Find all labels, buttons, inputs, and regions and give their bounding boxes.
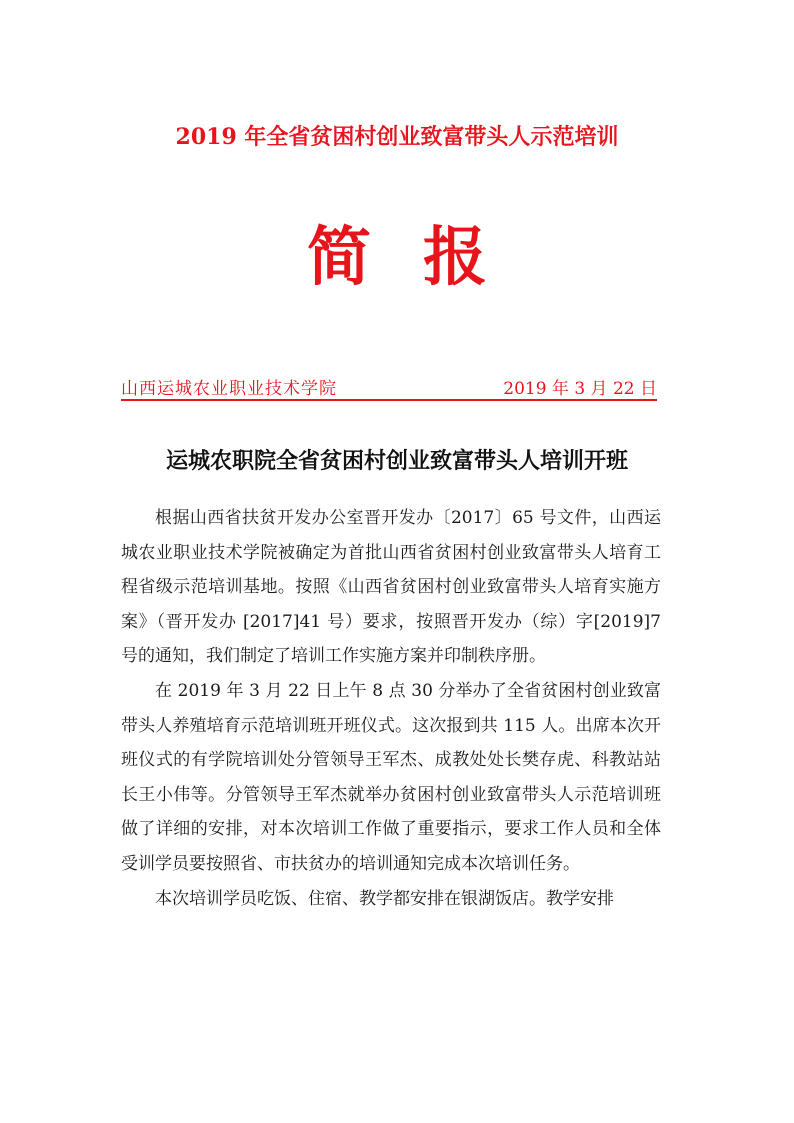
article-body xyxy=(121,501,661,916)
article-headline: 运城农职院全省贫困村创业致富带头人培训开班 xyxy=(165,449,628,474)
header-divider xyxy=(121,399,657,401)
paragraph: 本次培训学员吃饭、住宿、教学都安排在银湖饭店。教学安排 xyxy=(155,888,614,909)
paragraph: 在 2019 年 3 月 22 日上午 8 点 30 分举办了全省贫困村创业致富带头人养殖培育示范培训班开班仪式。这次报到共 115 人。出席本次开班仪式的有学院培训处分管领导王军杰、成教处处长樊存虎、科教站站长王小伟等。分管领导王军杰就举办贫困村创业致富带头人示范培训班做了详细的安排，对本次培训工作做了重要指示，要求工作人员和全体受训学员要按照省、市扶贫办的培训通知完成本次培训任务。 xyxy=(121,680,661,874)
paragraph: 根据山西省扶贫开发办公室晋开发办〔2017〕65 号文件，山西运城农业职业技术学院被确定为首批山西省贫困村创业致富带头人培育工程省级示范培训基地。按照《山西省贫困村创业致富带头人培育实施方案》（晋开发办 [2017]41 号）要求，按照晋开发办（综）字[2019]7 号的通知，我们制定了培训工作实施方案并印制秩序册。 xyxy=(121,508,661,667)
issuer-date-row xyxy=(121,374,657,400)
briefing-title: 简报 xyxy=(307,221,539,295)
issuer-name: 山西运城农业职业技术学院 xyxy=(121,379,337,399)
issue-date: 2019 年 3 月 22 日 xyxy=(503,379,657,399)
briefing-subtitle: 2019 年全省贫困村创业致富带头人示范培训 xyxy=(175,124,619,150)
